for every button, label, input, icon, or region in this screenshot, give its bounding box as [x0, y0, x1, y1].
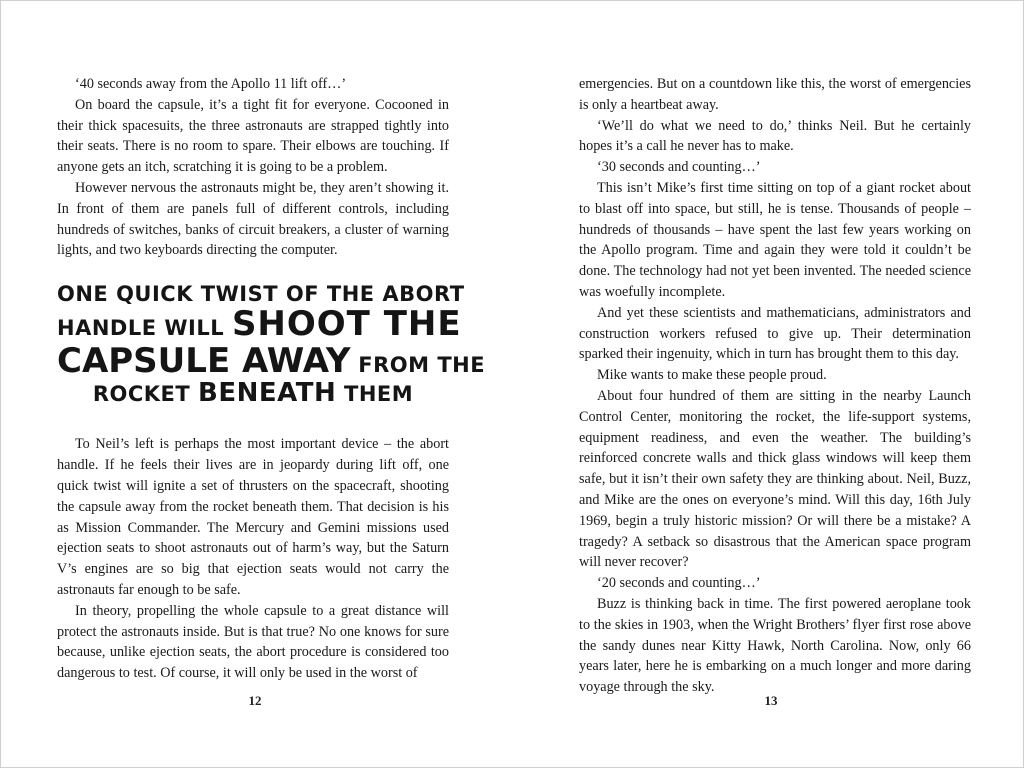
right-paragraph-5: And yet these scientists and mathematicians, administrators and construction workers refused to give up. Their determination sparked their ingenuity, which in turn has brought them to this day.	[579, 304, 971, 363]
left-paragraph-1: ‘40 seconds away from the Apollo 11 lift off…’	[75, 76, 347, 92]
right-paragraph-7: About four hundred of them are sitting in the nearby Launch Control Center, monitoring the rocket, the life-support systems, equipment readiness, and even the weather. The building’s reinforced concrete walls and thick glass windows will keep them safe, but it isn’t their own safety they are thinking about. Neil, Buzz, and Mike are the ones on everyone’s mind. Will this day, 16th July 1969, begin a truly historic mission? Or will there be a mistake? A tragedy? A setback so disastrous that the American space program will never recover?	[579, 387, 971, 571]
left-paragraph-3: However nervous the astronauts might be, they aren’t showing it. In front of them are panels full of different controls, including hundreds of switches, banks of circuit breakers, a cluster of warning lights, and two keyboards directing the computer.	[57, 179, 449, 259]
page-number-right: 13	[764, 693, 778, 708]
pull-quote-line-3-small: FROM THE	[350, 352, 486, 377]
pull-quote-line-2	[57, 303, 462, 344]
left-page	[57, 74, 486, 684]
pull-quote-line-4-small-b: THEM	[336, 382, 414, 407]
right-paragraph-2: ‘We’ll do what we need to do,’ thinks Neil. But he certainly hopes it’s a call he never has to make.	[579, 117, 971, 155]
pull-quote-line-2-small: HANDLE WILL	[57, 315, 232, 340]
pull-quote-line-2-large: SHOOT THE	[231, 303, 462, 344]
right-page	[579, 74, 971, 698]
pull-quote-line-4-mid: BENEATH	[198, 378, 337, 409]
left-paragraph-4: To Neil’s left is perhaps the most important device – the abort handle. If he feels their lives are in jeopardy during lift off, one quick twist will ignite a set of thrusters on the spacecraft, shooting the capsule away from the rocket beneath them. That decision is his as Mission Commander. The Mercury and Gemini missions used ejection seats to shoot astronauts out of harm’s way, but the Saturn V’s engines are so big that ejection seats would not carry the astronauts far enough to be safe.	[57, 436, 449, 598]
pull-quote-line-1: ONE QUICK TWIST OF THE ABORT	[57, 282, 465, 307]
right-paragraph-4: This isn’t Mike’s first time sitting on top of a giant rocket about to blast off into space, but still, he is tense. Thousands of people – hundreds of thousands – have spent the last few years working on the Apollo program. Time and again they were told it couldn’t be done. The technology had not yet been invented. The needed science was woefully incomplete.	[579, 179, 971, 300]
pull-quote-line-4	[57, 379, 449, 407]
pull-quote-line-4-small-a: ROCKET	[92, 382, 199, 407]
left-paragraph-2: On board the capsule, it’s a tight fit for everyone. Cocooned in their thick spacesuits, the three astronauts are strapped tightly into their seats. There is no room to spare. Their elbows are touching. If anyone gets an itch, scratching it is going to be a problem.	[57, 96, 449, 176]
pull-quote	[57, 282, 486, 409]
right-paragraph-3: ‘30 seconds and counting…’	[597, 159, 761, 176]
pull-quote-line-3-large: CAPSULE AWAY	[57, 340, 351, 381]
right-paragraph-6: Mike wants to make these people proud.	[597, 367, 827, 384]
pull-quote-line-3	[57, 340, 486, 381]
right-paragraph-9: Buzz is thinking back in time. The first powered aeroplane took to the skies in 1903, when the Wright Brothers’ flyer first rose above the sandy dunes near Kitty Hawk, North Carolina. Now, only 66 years later, here he is embarking on a much longer and more daring voyage through the sky.	[579, 595, 971, 696]
page-number-left: 12	[248, 693, 262, 708]
left-paragraph-5: In theory, propelling the whole capsule to a great distance will protect the astronauts inside. But is that true? No one knows for sure because, unlike ejection seats, the abort procedure is considered too dangerous to test. Of course, it will only be used in the worst of	[57, 602, 449, 682]
right-paragraph-8: ‘20 seconds and counting…’	[597, 575, 761, 592]
right-paragraph-1: emergencies. But on a countdown like this, the worst of emergencies is only a heartbeat away.	[579, 76, 971, 113]
